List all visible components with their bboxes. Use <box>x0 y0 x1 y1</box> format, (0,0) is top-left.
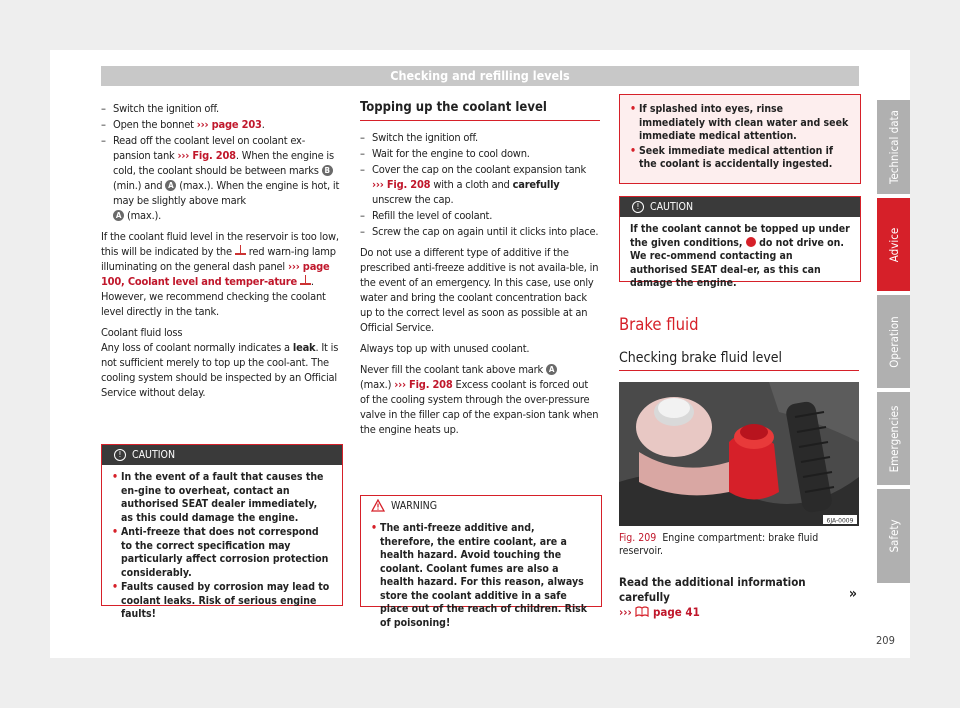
warning-item: • The anti-freeze additive and, therefore, the entire coolant, are a health hazard. Avoid touching the coolant. Coolant fumes are also a health hazard. For this reason, always store the coolant additive in a safe place out of the reach of children. Risk of poisoning! <box>371 522 588 629</box>
step-item: – Wait for the engine to cool down. <box>360 147 530 160</box>
mark-a-badge: A <box>113 210 124 221</box>
section-rule <box>360 120 600 121</box>
paragraph: If the coolant fluid level in the reservoir is too low, this will be indicated by the red warn-ing lamp illuminating on the general dash panel ››› page 100, Coolant level and temper-ature . However, we recommend checking the coolant level directly in the tank. <box>101 230 339 318</box>
warning-triangle-icon <box>371 499 385 512</box>
warning-item: • Seek immediate medical attention if the coolant is accidentally ingested. <box>630 144 833 170</box>
step-item: – Switch the ignition off. <box>360 131 478 144</box>
mark-a-badge: A <box>546 364 557 375</box>
paragraph: Do not use a different type of additive if the prescribed anti-freeze additive is not availa-ble, in the event of an emergency. In this case, use only water and bring the coolant concentration back up to the correct level as soon as possible at an Official Service. <box>360 246 599 334</box>
warning-continued-box <box>619 94 861 184</box>
exclamation-icon: ! <box>632 201 644 213</box>
step-item: – Cover the cap on the coolant expansion tank ››› Fig. 208 with a cloth and carefully unscrew the cap. <box>360 163 587 206</box>
engine-compartment-illustration <box>619 382 859 526</box>
paragraph: Always top up with unused coolant. <box>360 342 530 355</box>
figure-link[interactable]: ››› Fig. 208 <box>394 378 453 391</box>
stop-icon <box>746 237 756 247</box>
caution-header: ! CAUTION <box>102 445 342 465</box>
paragraph: Any loss of coolant normally indicates a leak. It is not sufficient merely to top up the cool-ant. The cooling system should be inspected by an Official Service without delay. <box>101 341 339 399</box>
mark-b-badge: B <box>322 165 333 176</box>
paragraph: Never fill the coolant tank above mark A (max.) ››› Fig. 208 Excess coolant is forced out of the cooling system through the over-pressure valve in the filler cap of the expan-sion tank when the engine heats up. <box>360 363 599 436</box>
page-link[interactable]: ››› page 100, Coolant level and temper-ature <box>101 260 330 288</box>
brake-fluid-reservoir-image <box>619 382 859 526</box>
tab-advice[interactable]: Advice <box>877 198 910 291</box>
section-rule <box>619 370 859 371</box>
tab-emergencies[interactable]: Emergencies <box>877 392 910 485</box>
tab-safety[interactable]: Safety <box>877 489 910 583</box>
caution-box: ! CAUTION If the coolant cannot be topped up under the given conditions, do not drive on. We rec-ommend contacting an authorised SEAT deal-er, as this can damage the engine. <box>619 196 861 282</box>
step-item: – Screw the cap on again until it clicks into place. <box>360 225 599 238</box>
column-1 <box>101 101 341 406</box>
figure-code: 6JA-0009 <box>826 517 854 525</box>
caution-header: ! CAUTION <box>620 197 860 217</box>
warning-box <box>360 495 602 629</box>
paragraph <box>101 325 341 340</box>
page-link[interactable]: ››› page 203 <box>196 118 262 131</box>
page-link[interactable]: page 41 <box>653 605 700 619</box>
figure-link[interactable]: ››› Fig. 208 <box>372 178 431 191</box>
tab-operation[interactable]: Operation <box>877 295 910 388</box>
step-item: – Read off the coolant level on coolant ex-pansion tank ››› Fig. 208. When the engine is cold, the coolant should be between marks B (min.) and A (max.). When the engine is hot, it may be slightly above mark A (max.). <box>101 134 340 222</box>
figure-link[interactable]: ››› Fig. 208 <box>177 149 236 162</box>
section-title: Brake fluid <box>619 315 699 334</box>
subsection-title: Checking brake fluid level <box>619 350 783 366</box>
column-2 <box>360 130 600 443</box>
section-title: Topping up the coolant level <box>360 100 547 115</box>
caution-box <box>101 444 343 620</box>
caution-item: • Anti-freeze that does not correspond to the correct specification may particularly affect corrosion protection considerably. <box>112 526 329 579</box>
page-number: 209 <box>876 634 895 647</box>
step-item: – Refill the level of coolant. <box>360 209 493 222</box>
coolant-warning-icon <box>235 245 246 256</box>
warning-item: • If splashed into eyes, rinse immediately with clean water and seek immediate medical attention. <box>630 103 849 142</box>
coolant-warning-icon <box>300 275 311 286</box>
continue-mark: » <box>848 586 857 602</box>
subheading: Coolant fluid loss <box>101 326 183 339</box>
step-item: – Switch the ignition off. <box>101 102 219 115</box>
step-item: – Open the bonnet ››› page 203. <box>101 118 265 131</box>
page-header: Checking and refilling levels <box>101 66 859 86</box>
caution-item: • Faults caused by corrosion may lead to coolant leaks. Risk of serious engine faults! <box>112 581 330 620</box>
mark-a-badge: A <box>165 180 176 191</box>
read-more: Read the additional information carefully ››› page 41 » <box>619 575 857 619</box>
warning-header: WARNING <box>361 496 601 516</box>
exclamation-icon: ! <box>114 449 126 461</box>
book-icon <box>635 606 649 617</box>
caution-item: • In the event of a fault that causes the en-gine to overheat, contact an authorised SEAT dealer immediately, as this could damage the engine. <box>112 471 324 524</box>
figure-caption: Fig. 209 Engine compartment: brake fluid reservoir. <box>619 532 819 557</box>
tab-technical-data[interactable]: Technical data <box>877 100 910 194</box>
